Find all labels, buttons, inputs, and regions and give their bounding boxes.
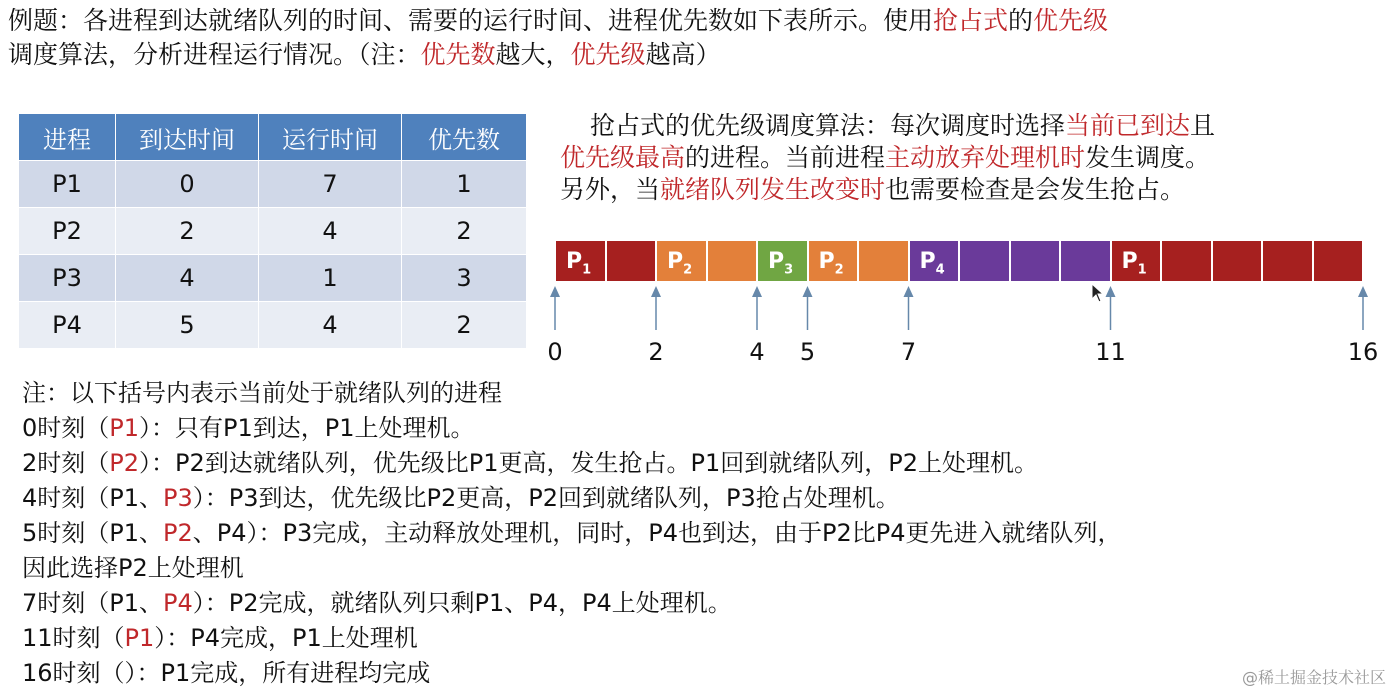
cell: P1 xyxy=(19,161,116,208)
gantt-slot-P2-t6 xyxy=(858,240,909,282)
cell: P4 xyxy=(19,302,116,349)
problem-line-1 xyxy=(8,4,1388,38)
ready-proc: P2 xyxy=(163,519,193,547)
explain-line-1 xyxy=(560,110,1360,142)
table-row xyxy=(19,161,527,208)
cell: P2 xyxy=(19,208,116,255)
gantt-slot-P1-t15 xyxy=(1313,240,1364,282)
ready-proc: P1 xyxy=(124,624,155,652)
cell: 5 xyxy=(116,302,259,349)
text-segment: 4时刻（P1、 xyxy=(22,484,164,512)
note-t5 xyxy=(22,516,1392,551)
gantt-slot-P1-t0 xyxy=(555,240,606,282)
text-segment: 例题：各进程到达就绪队列的时间、需要的运行时间、进程优先数如下表所示。使用 xyxy=(8,6,934,35)
problem-line-2 xyxy=(8,38,1388,72)
ready-proc: P4 xyxy=(163,589,193,617)
col-header-process: 进程 xyxy=(19,114,116,161)
table-header-row xyxy=(19,114,527,161)
time-arrowhead-7 xyxy=(904,286,914,297)
note-t16: 16时刻（）：P1完成，所有进程均完成 xyxy=(22,659,431,687)
table-row xyxy=(19,255,527,302)
text-segment: 发生调度。 xyxy=(1085,143,1211,172)
gantt-block-subscript: 2 xyxy=(683,262,693,278)
highlight-preemptive: 抢占式 xyxy=(933,6,1009,35)
time-arrowhead-5 xyxy=(803,286,813,297)
cell: P3 xyxy=(19,255,116,302)
time-arrowhead-4 xyxy=(752,286,762,297)
tick-label-5: 5 xyxy=(799,338,816,366)
gantt-slot-P3-t4 xyxy=(757,240,808,282)
gantt-slot-P1-t13 xyxy=(1212,240,1263,282)
cell: 2 xyxy=(402,208,527,255)
gantt-block-subscript: 1 xyxy=(582,262,592,278)
text-segment: ）：P3到达，优先级比P2更高，P2回到就绪队列，P3抢占处理机。 xyxy=(192,484,900,512)
text-segment: 调度算法，分析进程运行情况。（注： xyxy=(8,40,421,69)
highlight-queue-change: 就绪队列发生改变时 xyxy=(660,175,886,204)
gantt-slot-P1-t11 xyxy=(1111,240,1162,282)
col-header-arrival: 到达时间 xyxy=(116,114,259,161)
highlight-yield: 主动放弃处理机时 xyxy=(885,143,1086,172)
text-segment: 也需要检查是会发生抢占。 xyxy=(885,175,1186,204)
ready-proc: P2 xyxy=(109,449,140,477)
table-row xyxy=(19,208,527,255)
mouse-cursor-icon xyxy=(1091,283,1105,303)
table-row xyxy=(19,302,527,349)
gantt-slot-P1-t12 xyxy=(1161,240,1212,282)
gantt-slot-P1-t1 xyxy=(606,240,657,282)
text-segment: 7时刻（P1、 xyxy=(22,589,164,617)
cell: 3 xyxy=(402,255,527,302)
tick-label-0: 0 xyxy=(547,338,563,366)
gantt-block-label: $P_1$ xyxy=(566,249,592,278)
text-segment: 另外，当 xyxy=(560,175,661,204)
algorithm-explanation xyxy=(560,110,1360,206)
tick-label-16: 16 xyxy=(1347,338,1379,366)
text-segment: ）：P2完成，就绪队列只剩P1、P4，P4上处理机。 xyxy=(192,589,732,617)
cell: 0 xyxy=(116,161,259,208)
note-t11 xyxy=(22,621,1392,656)
col-header-priority: 优先数 xyxy=(402,114,527,161)
gantt-block-subscript: 3 xyxy=(784,262,794,278)
time-arrowhead-11 xyxy=(1106,286,1116,297)
text-segment: 0时刻（ xyxy=(22,414,110,442)
cell: 1 xyxy=(259,255,402,302)
gantt-block-label: $P_4$ xyxy=(919,249,945,278)
text-segment: ）：P2到达就绪队列，优先级比P1更高，发生抢占。P1回到就绪队列，P2上处理机。 xyxy=(139,449,1038,477)
text-segment: 11时刻（ xyxy=(22,624,125,652)
ready-proc: P1 xyxy=(109,414,140,442)
tick-label-4: 4 xyxy=(749,338,765,366)
process-table xyxy=(18,113,527,349)
note-t4 xyxy=(22,481,1392,516)
text-segment: 、P4）：P3完成，主动释放处理机，同时，P4也到达，由于P2比P4更先进入就绪队列， xyxy=(192,519,1122,547)
cell: 4 xyxy=(259,208,402,255)
note-t5-cont: 因此选择P2上处理机 xyxy=(22,554,244,582)
explain-line-3 xyxy=(560,174,1360,206)
highlight-priority: 优先级 xyxy=(570,40,646,69)
text-segment: 抢占式的优先级调度算法：每次调度时选择 xyxy=(590,111,1066,140)
gantt-block-subscript: 1 xyxy=(1137,262,1147,278)
gantt-slot-P4-t7 xyxy=(909,240,960,282)
tick-label-2: 2 xyxy=(648,338,664,366)
timeline-notes xyxy=(22,376,1392,691)
cell: 4 xyxy=(116,255,259,302)
gantt-block-label: $P_2$ xyxy=(667,249,693,278)
problem-statement xyxy=(8,4,1388,72)
gantt-block-subscript: 2 xyxy=(834,262,844,278)
ready-proc: P3 xyxy=(163,484,193,512)
tick-label-11: 11 xyxy=(1095,338,1126,366)
cell: 2 xyxy=(402,302,527,349)
gantt-block-subscript: 4 xyxy=(935,262,945,278)
gantt-slot-P2-t5 xyxy=(808,240,859,282)
gantt-block-label: $P_2$ xyxy=(818,249,844,278)
highlight-highest-priority: 优先级最高 xyxy=(560,143,686,172)
note-t0 xyxy=(22,411,1392,446)
time-arrowhead-0 xyxy=(550,286,560,297)
highlight-arrived: 当前已到达 xyxy=(1065,111,1191,140)
highlight-priority: 优先级 xyxy=(1033,6,1109,35)
gantt-slot-P4-t10 xyxy=(1060,240,1111,282)
notes-title: 注：以下括号内表示当前处于就绪队列的进程 xyxy=(22,379,502,407)
col-header-runtime: 运行时间 xyxy=(259,114,402,161)
gantt-slot-P4-t8 xyxy=(959,240,1010,282)
text-segment: 越大， xyxy=(495,40,571,69)
text-segment: 越高） xyxy=(645,40,721,69)
gantt-block-label: $P_1$ xyxy=(1121,249,1147,278)
text-segment: 且 xyxy=(1190,111,1216,140)
text-segment: ）：P4完成，P1上处理机 xyxy=(154,624,418,652)
watermark: @稀土掘金技术社区 xyxy=(1241,668,1386,687)
time-arrowhead-16 xyxy=(1358,286,1368,297)
highlight-priority-number: 优先数 xyxy=(420,40,496,69)
gantt-slot-P1-t14 xyxy=(1262,240,1313,282)
text-segment: 5时刻（P1、 xyxy=(22,519,164,547)
text-segment: 的进程。当前进程 xyxy=(685,143,886,172)
explain-line-2 xyxy=(560,142,1360,174)
time-arrowhead-2 xyxy=(651,286,661,297)
text-segment: ）：只有P1到达，P1上处理机。 xyxy=(139,414,475,442)
note-t7 xyxy=(22,586,1392,621)
text-segment: 2时刻（ xyxy=(22,449,110,477)
gantt-slot-P2-t3 xyxy=(707,240,758,282)
cell: 1 xyxy=(402,161,527,208)
cell: 7 xyxy=(259,161,402,208)
tick-label-7: 7 xyxy=(900,338,917,366)
gantt-block-label: $P_3$ xyxy=(768,249,794,278)
cell: 2 xyxy=(116,208,259,255)
note-t2 xyxy=(22,446,1392,481)
gantt-slot-P2-t2 xyxy=(656,240,707,282)
gantt-slot-P4-t9 xyxy=(1010,240,1061,282)
text-segment: 的 xyxy=(1008,6,1034,35)
cell: 4 xyxy=(259,302,402,349)
